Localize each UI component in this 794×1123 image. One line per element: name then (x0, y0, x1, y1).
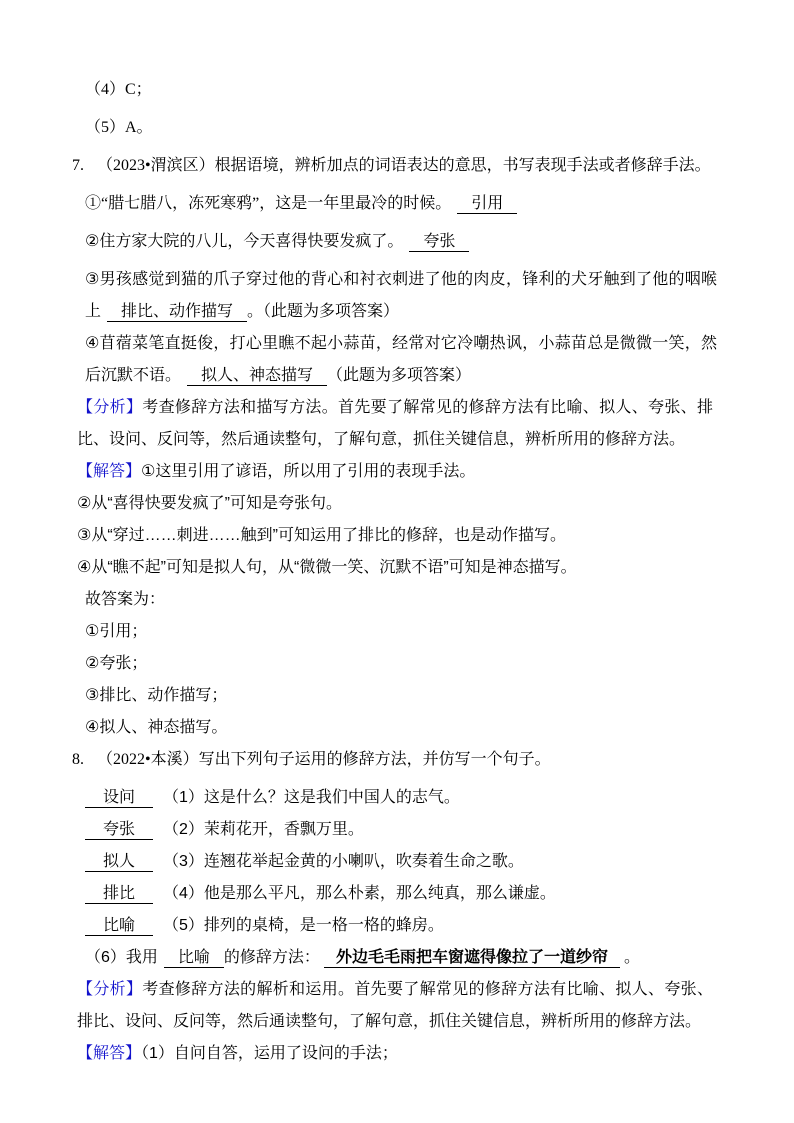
q7-item-2-text: ②住方家大院的八儿，今天喜得快要发疯了。 (85, 233, 404, 250)
question-7-stem-text: （2023•渭滨区）根据语境，辨析加点的词语表达的意思，书写表现手法或者修辞手法。 (97, 157, 711, 174)
q8-item-1-text: （1）这是什么？这是我们中国人的志气。 (163, 789, 460, 806)
q7-item-4 (85, 328, 717, 392)
q8-item-2-answer-blank: 夸张 (85, 821, 153, 840)
q7-analysis (77, 392, 713, 456)
q8-item-3 (85, 846, 717, 878)
q7-answer-line-4: ④从“瞧不起”可知是拟人句，从“微微一笑、沉默不语”可知是神态描写。 (77, 559, 577, 576)
q8-answer-first: （1）自问自答，运用了设问的手法； (141, 1045, 398, 1062)
q7-answer-label: 【解答】 (77, 463, 142, 480)
q7-item-1 (85, 188, 717, 220)
q7-conclusion-2: ②夸张； (85, 655, 148, 672)
q8-item-6-answer-blank: 比喻 (164, 949, 224, 968)
q8-item-1-answer-blank: 设问 (85, 789, 153, 808)
q8-item-4-answer-blank: 排比 (85, 885, 153, 904)
q7-item-3-suffix: 。（此题为多项答案） (247, 303, 400, 320)
q7-conclusion-3: ③排比、动作描写； (85, 687, 228, 704)
q7-conclusion-1: ①引用； (85, 623, 148, 640)
q7-answer-intro (77, 456, 713, 488)
q7-answer-first: ①这里引用了谚语，所以用了引用的表现手法。 (141, 463, 476, 480)
q7-item-4-text: ④苜蓿菜笔直挺俊，打心里瞧不起小蒜苗，经常对它冷嘲热讽，小蒜苗总是微微一笑，然后沉默不语。 (85, 335, 717, 384)
question-8-number: 8. (72, 751, 84, 768)
question-8-stem (72, 744, 717, 776)
q7-analysis-label: 【分析】 (77, 399, 143, 416)
q7-answer-line-3: ③从“穿过……刺进……触到”可知运用了排比的修辞，也是动作描写。 (77, 527, 567, 544)
q8-item-4-text: （4）他是那么平凡，那么朴素，那么纯真，那么谦虚。 (163, 885, 556, 902)
q8-item-5-text: （5）排列的桌椅，是一格一格的蜂房。 (163, 917, 444, 934)
q8-item-4 (85, 878, 717, 910)
q7-answer-line-2: ②从“喜得快要发疯了”可知是夸张句。 (77, 495, 343, 512)
question-7-number: 7. (72, 157, 84, 174)
q7-item-1-text: ①“腊七腊八，冻死寒鸦”，这是一年里最冷的时候。 (85, 195, 452, 212)
q7-conclusion-4: ④拟人、神态描写。 (85, 719, 228, 736)
q7-item-2 (85, 226, 717, 258)
q8-answer-intro (77, 1038, 713, 1070)
q8-analysis-label: 【分析】 (77, 981, 143, 998)
q7-analysis-text: 考查修辞方法和描写方法。首先要了解常见的修辞方法有比喻、拟人、夸张、排比、设问、反问等，然后通读整句，了解句意，抓住关键信息，辨析所用的修辞方法。 (77, 399, 713, 448)
q8-item-6-fill-blank: 外边毛毛雨把车窗遮得像拉了一道纱帘 (324, 949, 620, 968)
q7-item-1-answer-blank: 引用 (457, 195, 517, 214)
q7-item-3-text: ③男孩感觉到猫的爪子穿过他的背心和衬衣刺进了他的肉皮，锋利的犬牙触到了他的咽喉上 (85, 271, 717, 320)
q8-answer-label: 【解答】 (77, 1045, 142, 1062)
q7-item-4-suffix: （此题为多项答案） (327, 367, 472, 384)
prev-answer-line-4: （4）C； (85, 81, 152, 98)
q8-analysis (77, 974, 713, 1038)
q7-conclusion-intro: 故答案为： (85, 591, 166, 608)
q8-item-3-answer-blank: 拟人 (85, 853, 153, 872)
question-7-stem (72, 150, 717, 182)
q7-item-4-answer-blank: 拟人、神态描写 (187, 367, 327, 386)
q8-analysis-text: 考查修辞方法的解析和运用。首先要了解常见的修辞方法有比喻、拟人、夸张、排比、设问、反问等，然后通读整句，了解句意，抓住关键信息，辨析所用的修辞方法。 (77, 981, 713, 1030)
question-8-stem-text: （2022•本溪）写出下列句子运用的修辞方法，并仿写一个句子。 (97, 751, 551, 768)
q8-item-5-answer-blank: 比喻 (85, 917, 153, 936)
q8-item-2 (85, 814, 717, 846)
q8-item-6-suffix: 。 (623, 949, 640, 966)
prev-answer-line-5: （5）A。 (85, 119, 153, 136)
q8-item-6-prefix: （6）我用 (85, 949, 158, 966)
q7-item-3 (85, 264, 717, 328)
q8-item-3-text: （3）连翘花举起金黄的小喇叭，吹奏着生命之歌。 (163, 853, 524, 870)
q8-item-5 (85, 910, 717, 942)
q8-item-6-middle: 的修辞方法： (223, 949, 320, 966)
q8-item-1 (85, 782, 717, 814)
q7-item-3-answer-blank: 排比、动作描写 (107, 303, 247, 322)
q8-item-6 (85, 942, 717, 974)
q8-item-2-text: （2）茉莉花开，香飘万里。 (163, 821, 364, 838)
q7-item-2-answer-blank: 夸张 (409, 233, 469, 252)
